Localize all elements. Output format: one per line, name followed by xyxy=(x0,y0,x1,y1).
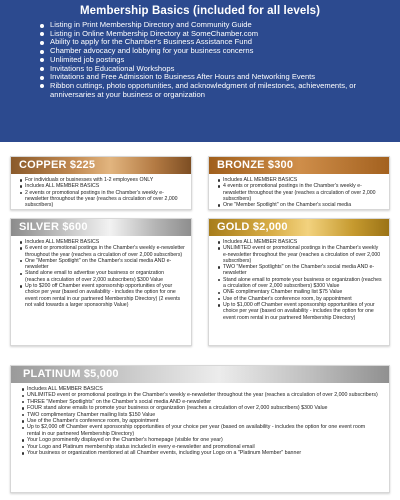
list-item: Stand alone email to promote your business or organization (reaches a circulation of over 2,000 subscribers) $300 Value xyxy=(217,277,383,290)
list-item: TWO complimentary Chamber mailing lists $150 Value xyxy=(21,412,379,418)
tier-title: BRONZE $300 xyxy=(209,157,389,174)
tier-title: SILVER $600 xyxy=(11,219,191,236)
list-item: Includes ALL MEMBER BASICS xyxy=(21,386,379,392)
list-item: Invitations to Educational Workshops xyxy=(40,65,360,74)
list-item: Includes ALL MEMBER BASICS xyxy=(19,183,185,189)
list-item: 2 events or promotional postings in the Chamber's weekly e-newsletter throughout the year (reaches a circulation of over 2,000 subscribers) xyxy=(19,190,185,209)
list-item: Listing in Online Membership Directory at SomeChamber.com xyxy=(40,30,360,39)
list-item: Chamber advocacy and lobbying for your business concerns xyxy=(40,47,360,56)
list-item: UNLIMITED event or promotional postings in the Chamber's weekly e-newsletter throughout the year (reaches a circulation of over 2,000 subscribers) xyxy=(21,392,379,398)
tier-card-gold xyxy=(208,218,390,346)
list-item: Your business or organization mentioned at all Chamber events, including your Logo on a "Platinum Member" banner xyxy=(21,450,379,456)
tier-title: COPPER $225 xyxy=(11,157,191,174)
list-item: One "Member Spotlight" on the Chamber's social media xyxy=(217,202,383,208)
list-item: 4 events or promotional postings in the Chamber's weekly e-newsletter throughout the year (reaches a circulation of over 2,000 subscribers) xyxy=(217,183,383,202)
list-item: Up to $1,000 off Chamber event sponsorship opportunities of your choice per year (based on availability - includes the option for one event room rental in our partnered Membership Directory) xyxy=(217,302,383,321)
list-item: 6 event or promotional postings in the Chamber's weekly e-newsletter throughout the year (reaches a circulation of over 2,000 subscribers) xyxy=(19,245,185,258)
list-item: Your Logo prominently displayed on the Chamber's homepage (visible for one year) xyxy=(21,437,379,443)
list-item: Stand alone email to advertise your business or organization (reaches a circulation of over 2,000 subscribers) $300 Value xyxy=(19,270,185,283)
membership-basics-list xyxy=(40,21,360,99)
list-item: Use of the Chamber's conference room, by appointment xyxy=(217,296,383,302)
list-item: Invitations and Free Admission to Business After Hours and Networking Events xyxy=(40,73,360,82)
list-item: UNLIMITED event or promotional postings in the Chamber's weekly e-newsletter throughout the year (reaches a circulation of over 2,000 subscribers) xyxy=(217,245,383,264)
membership-basics-title: Membership Basics (included for all levels) xyxy=(79,5,321,17)
tier-benefits-list xyxy=(19,177,185,208)
tier-card-platinum xyxy=(10,365,390,493)
list-item: Ability to apply for the Chamber's Business Assistance Fund xyxy=(40,38,360,47)
tier-card-bronze xyxy=(208,156,390,210)
list-item: TWO "Member Spotlights" on the Chamber's social media AND e-newsletter xyxy=(217,264,383,277)
tier-benefits-list xyxy=(217,177,383,208)
list-item: THREE "Member Spotlights" on the Chamber's social media AND e-newsletter xyxy=(21,399,379,405)
tier-benefits-list xyxy=(21,386,379,456)
tier-title: PLATINUM $5,000 xyxy=(11,366,389,383)
list-item: Includes ALL MEMBER BASICS xyxy=(217,239,383,245)
list-item: Ribbon cuttings, photo opportunities, and acknowledgment of milestones, achievements, or anniversaries at your business or organization xyxy=(40,82,360,99)
tier-card-silver xyxy=(10,218,192,346)
list-item: Your Logo and Platinum membership status included in every e-newsletter and promotional email xyxy=(21,444,379,450)
list-item: For individuals or businesses with 1-2 employees ONLY xyxy=(19,177,185,183)
list-item: One "Member Spotlight" on the Chamber's social media AND e-newsletter xyxy=(19,258,185,271)
tier-card-copper xyxy=(10,156,192,210)
list-item: Up to $200 off Chamber event sponsorship opportunities of your choice per year (based on availability - includes the option for one event room rental in our partnered Membership Directory) (2 events not valid towards a larger sponsorship Value) xyxy=(19,283,185,308)
list-item: Includes ALL MEMBER BASICS xyxy=(217,177,383,183)
list-item: Listing in Print Membership Directory and Community Guide xyxy=(40,21,360,30)
tier-benefits-list xyxy=(19,239,185,308)
list-item: ONE complimentary Chamber mailing list $75 Value xyxy=(217,289,383,295)
list-item: Unlimited job postings xyxy=(40,56,360,65)
list-item: Use of the Chamber's conference room, by appointment xyxy=(21,418,379,424)
membership-basics-panel xyxy=(0,0,400,142)
list-item: FOUR stand alone emails to promote your business or organization (reaches a circulation of over 2,000 subscribers) $300 Value xyxy=(21,405,379,411)
list-item: Up to $2,000 off Chamber event sponsorship opportunities of your choice per year (based on availability - includes the option for one event room rental in our partnered Membership Directory) xyxy=(21,424,379,437)
list-item: Includes ALL MEMBER BASICS xyxy=(19,239,185,245)
tier-benefits-list xyxy=(217,239,383,321)
tier-title: GOLD $2,000 xyxy=(209,219,389,236)
